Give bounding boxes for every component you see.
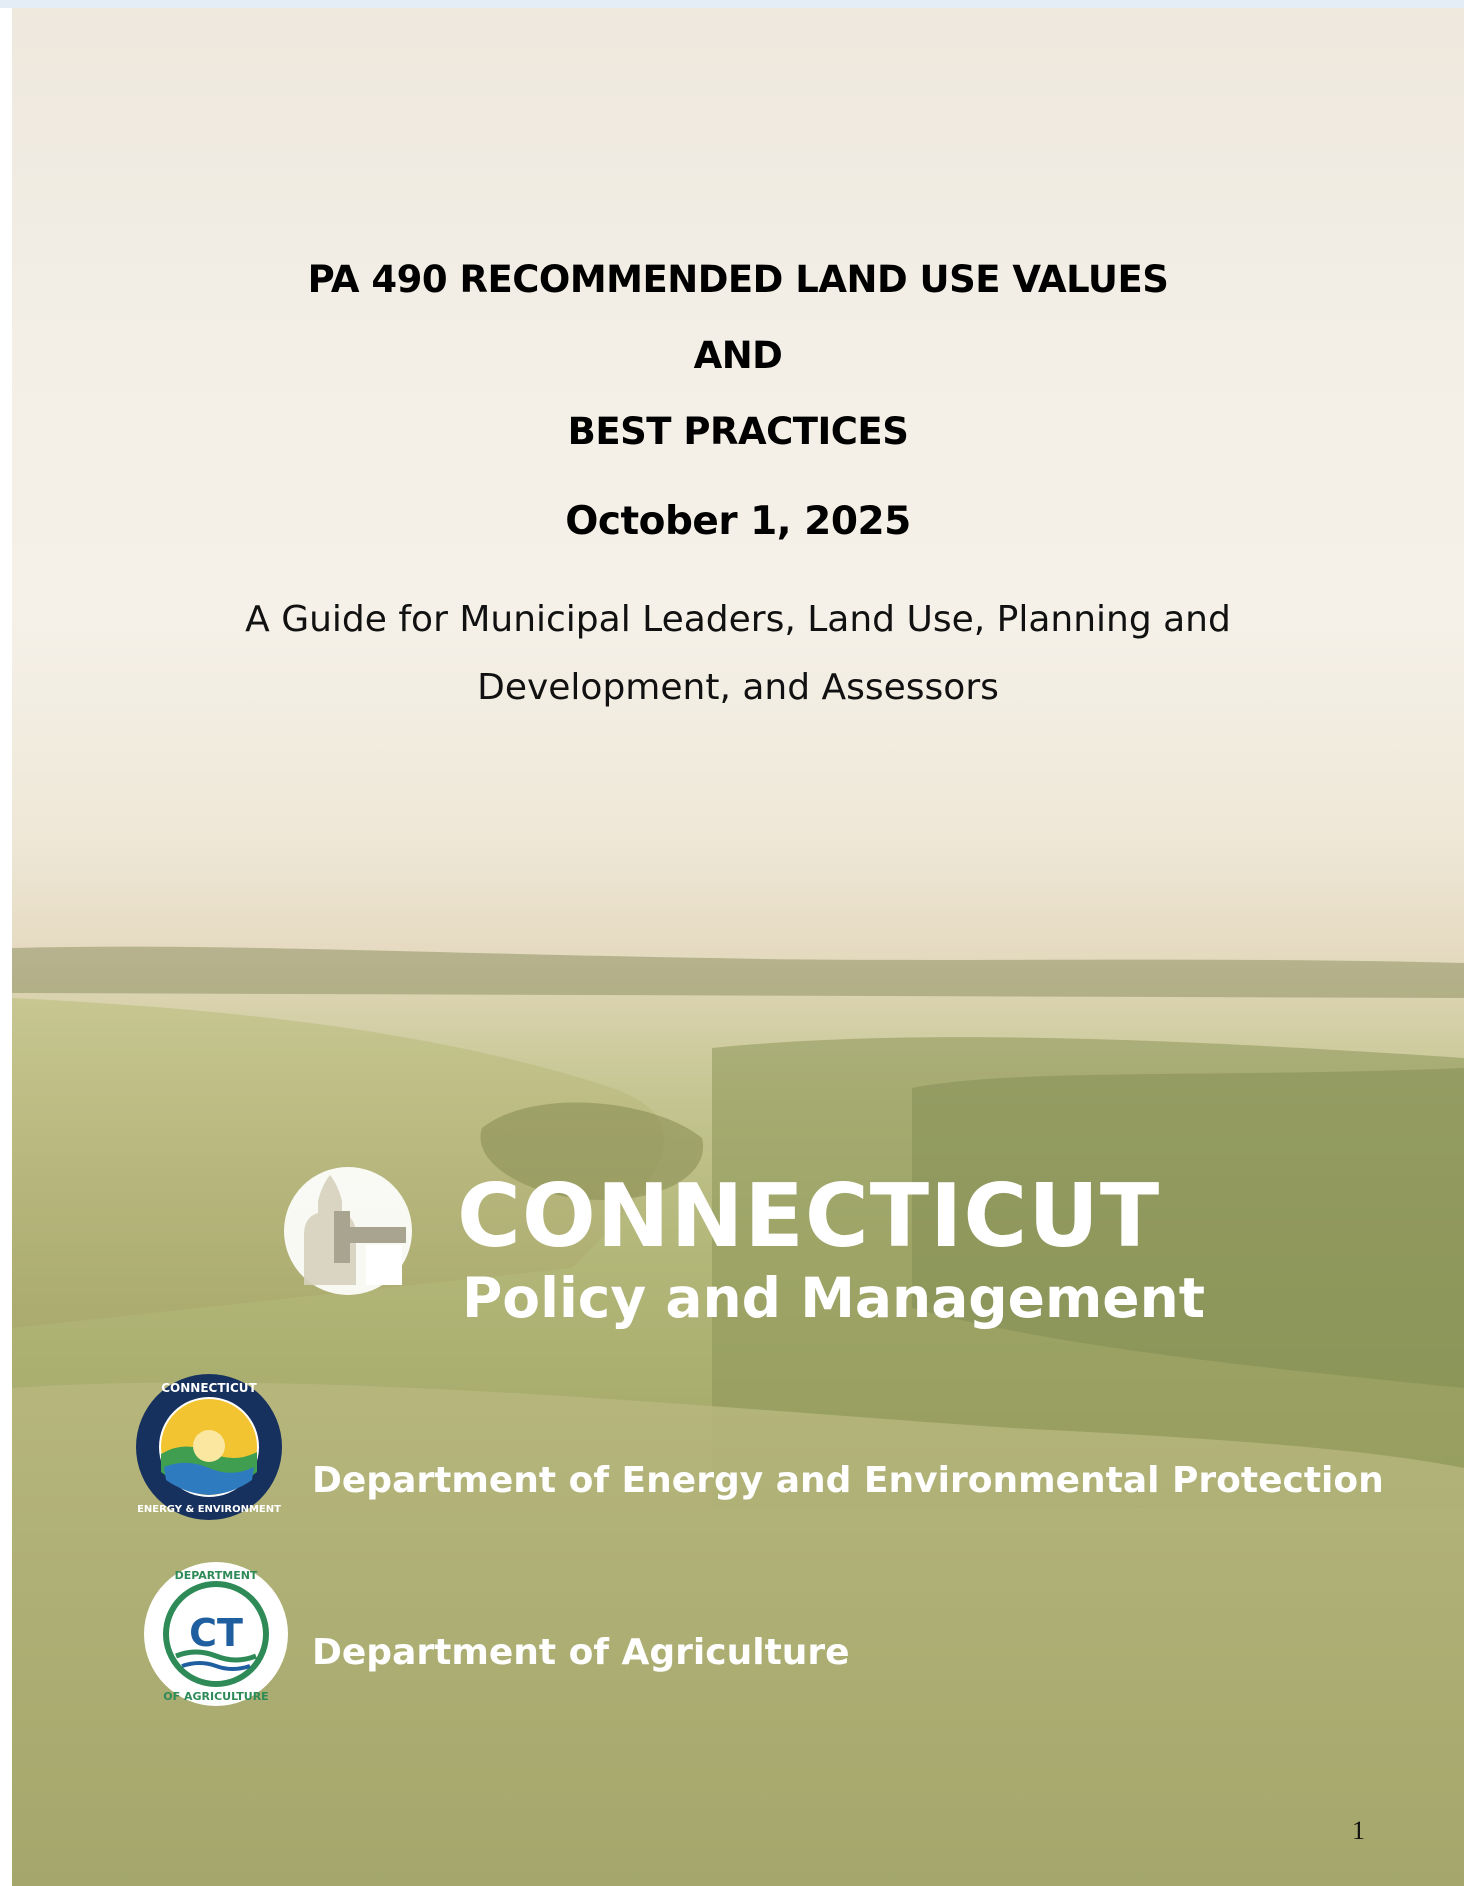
- ct-opm-logo: [282, 1153, 1222, 1353]
- seal-text: ENERGY & ENVIRONMENT: [137, 1504, 281, 1515]
- seal-text: CONNECTICUT: [161, 1381, 257, 1395]
- document-title-line: BEST PRACTICES: [567, 410, 909, 453]
- document-page: [12, 8, 1464, 1886]
- distant-tree-line: [12, 947, 1464, 998]
- document-subtitle-line: Development, and Assessors: [477, 667, 999, 708]
- ct-agriculture-seal-icon: [142, 1560, 290, 1708]
- document-subtitle-line: A Guide for Municipal Leaders, Land Use, Planning and: [245, 599, 1231, 640]
- ct-energy-environment-seal-icon: [134, 1372, 284, 1522]
- ct-capitol-logo-icon: [282, 1165, 414, 1297]
- ct-brand-wordmark: CONNECTICUT: [457, 1165, 1161, 1267]
- seal-mark: CT: [189, 1611, 243, 1655]
- deep-department-label: Department of Energy and Environmental Protection: [312, 1460, 1384, 1501]
- document-subtitle: [212, 586, 1264, 722]
- viewer-top-strip: [0, 0, 1464, 8]
- seal-text: DEPARTMENT: [174, 1569, 258, 1582]
- ct-opm-subtitle: Policy and Management: [462, 1266, 1206, 1330]
- page-number: 1: [1352, 1816, 1365, 1845]
- document-title-line: PA 490 RECOMMENDED LAND USE VALUES: [307, 258, 1169, 301]
- seal-text: OF AGRICULTURE: [163, 1690, 269, 1703]
- document-title-line: AND: [693, 334, 783, 377]
- document-date: October 1, 2025: [565, 499, 911, 544]
- agriculture-department-label: Department of Agriculture: [312, 1632, 850, 1673]
